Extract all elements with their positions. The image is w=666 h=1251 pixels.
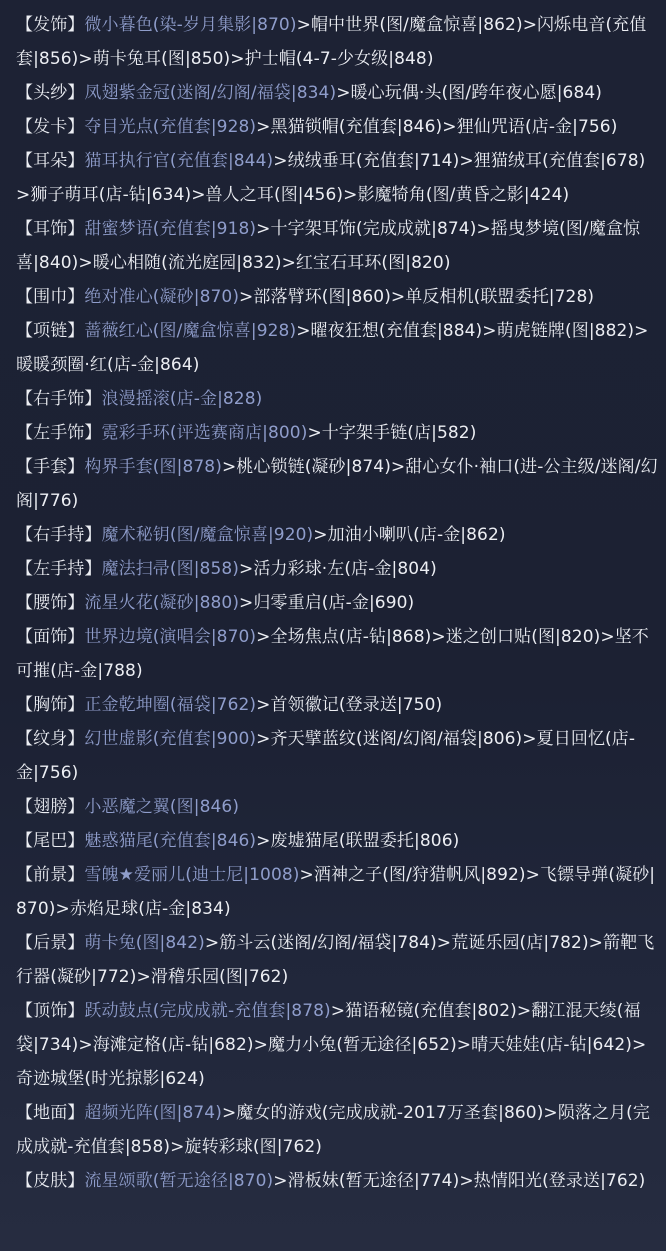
list-item	[16, 688, 658, 722]
alternative-items: >筋斗云(迷阁/幻阁/福袋|784)>荒诞乐园(店|782)>箭靶飞行器(凝砂|772)>滑稽乐园(图|762)	[16, 933, 655, 987]
slot-label: 【耳朵】	[16, 151, 85, 171]
slot-label: 【前景】	[16, 865, 85, 885]
top-item: 萌卡兔(图|842)	[84, 933, 205, 953]
top-item: 微小暮色(染-岁月集影|870)	[84, 15, 297, 35]
alternative-items: >归零重启(店-金|690)	[239, 593, 415, 613]
list-item	[16, 518, 658, 552]
list-item	[16, 926, 658, 994]
top-item: 夺目光点(充值套|928)	[84, 117, 257, 137]
list-item	[16, 552, 658, 586]
slot-label: 【腰饰】	[16, 593, 85, 613]
alternative-items: >加油小喇叭(店-金|862)	[313, 525, 506, 545]
top-item: 魅惑猫尾(充值套|846)	[84, 831, 257, 851]
list-item	[16, 144, 658, 212]
slot-label: 【后景】	[16, 933, 85, 953]
alternative-items: >滑板妹(暂无途径|774)>热情阳光(登录送|762)	[273, 1171, 646, 1191]
top-item: 霓彩手环(评选赛商店|800)	[101, 423, 308, 443]
alternative-items: >曜夜狂想(充值套|884)>萌虎链牌(图|882)>暖暖颈圈·红(店-金|864)	[16, 321, 649, 375]
slot-label: 【纹身】	[16, 729, 85, 749]
slot-label: 【右手持】	[16, 525, 102, 545]
alternative-items: >黑猫锁帽(充值套|846)>狸仙咒语(店-金|756)	[256, 117, 618, 137]
slot-label: 【地面】	[16, 1103, 85, 1123]
alternative-items: >帽中世界(图/魔盒惊喜|862)>闪烁电音(充值套|856)>萌卡兔耳(图|850)>护士帽(4-7-少女级|848)	[16, 15, 647, 69]
slot-label: 【发卡】	[16, 117, 85, 137]
list-item	[16, 8, 658, 76]
slot-label: 【发饰】	[16, 15, 85, 35]
slot-label: 【胸饰】	[16, 695, 85, 715]
alternative-items: >齐天擘蓝纹(迷阁/幻阁/福袋|806)>夏日回忆(店-金|756)	[16, 729, 636, 783]
top-item: 雪魄★爱丽儿(迪士尼|1008)	[84, 865, 300, 885]
slot-label: 【左手持】	[16, 559, 102, 579]
slot-label: 【面饰】	[16, 627, 85, 647]
alternative-items: >十字架手链(店|582)	[307, 423, 477, 443]
list-item	[16, 1096, 658, 1164]
top-item: 凤翅紫金冠(迷阁/幻阁/福袋|834)	[84, 83, 337, 103]
top-item: 流星颂歌(暂无途径|870)	[84, 1171, 274, 1191]
list-item	[16, 1164, 658, 1198]
alternative-items: >桃心锁链(凝砂|874)>甜心女仆·袖口(进-公主级/迷阁/幻阁|776)	[16, 457, 658, 511]
alternative-items: >绒绒垂耳(充值套|714)>狸猫绒耳(充值套|678)>狮子萌耳(店-钻|634)>兽人之耳(图|456)>影魔犄角(图/黄昏之影|424)	[16, 151, 646, 205]
top-item: 蔷薇红心(图/魔盒惊喜|928)	[84, 321, 297, 341]
alternative-items: >废墟猫尾(联盟委托|806)	[256, 831, 460, 851]
top-item: 魔法扫帚(图|858)	[101, 559, 240, 579]
top-item: 超频光阵(图|874)	[84, 1103, 222, 1123]
list-item	[16, 824, 658, 858]
slot-label: 【右手饰】	[16, 389, 102, 409]
alternative-items: >全场焦点(店-钻|868)>迷之创口贴(图|820)>坚不可摧(店-金|788)	[16, 627, 649, 681]
top-item: 绝对准心(凝砂|870)	[84, 287, 240, 307]
alternative-items: >部落臂环(图|860)>单反相机(联盟委托|728)	[239, 287, 595, 307]
top-item: 小恶魔之翼(图|846)	[84, 797, 240, 817]
top-item: 正金乾坤圈(福袋|762)	[84, 695, 257, 715]
top-item: 幻世虚影(充值套|900)	[84, 729, 257, 749]
list-item	[16, 76, 658, 110]
list-item	[16, 722, 658, 790]
item-list	[16, 8, 658, 1198]
list-item	[16, 450, 658, 518]
alternative-items: >十字架耳饰(完成成就|874)>摇曳梦境(图/魔盒惊喜|840)>暖心相随(流光庭园|832)>红宝石耳环(图|820)	[16, 219, 641, 273]
slot-label: 【头纱】	[16, 83, 85, 103]
top-item: 跃动鼓点(完成成就-充值套|878)	[84, 1001, 331, 1021]
slot-label: 【围巾】	[16, 287, 85, 307]
top-item: 世界边境(演唱会|870)	[84, 627, 257, 647]
top-item: 流星火花(凝砂|880)	[84, 593, 240, 613]
list-item	[16, 212, 658, 280]
alternative-items: >魔女的游戏(完成成就-2017万圣套|860)>陨落之月(完成成就-充值套|858)>旋转彩球(图|762)	[16, 1103, 651, 1157]
list-item	[16, 382, 658, 416]
list-item	[16, 314, 658, 382]
top-item: 浪漫摇滚(店-金|828)	[101, 389, 263, 409]
alternative-items: >暖心玩偶·头(图/跨年夜心愿|684)	[336, 83, 603, 103]
list-item	[16, 416, 658, 450]
alternative-items: >活力彩球·左(店-金|804)	[239, 559, 437, 579]
slot-label: 【翅膀】	[16, 797, 85, 817]
top-item: 猫耳执行官(充值套|844)	[84, 151, 274, 171]
top-item: 构界手套(图|878)	[84, 457, 222, 477]
alternative-items: >首领徽记(登录送|750)	[256, 695, 443, 715]
list-item	[16, 790, 658, 824]
list-item	[16, 858, 658, 926]
slot-label: 【耳饰】	[16, 219, 85, 239]
slot-label: 【左手饰】	[16, 423, 102, 443]
list-item	[16, 110, 658, 144]
slot-label: 【尾巴】	[16, 831, 85, 851]
slot-label: 【皮肤】	[16, 1171, 85, 1191]
list-item	[16, 620, 658, 688]
alternative-items: >酒神之子(图/狩猎帆风|892)>飞镖导弹(凝砂|870)>赤焰足球(店-金|834)	[16, 865, 656, 919]
top-item: 甜蜜梦语(充值套|918)	[84, 219, 257, 239]
list-item	[16, 586, 658, 620]
list-item	[16, 994, 658, 1096]
list-item	[16, 280, 658, 314]
slot-label: 【项链】	[16, 321, 85, 341]
slot-label: 【顶饰】	[16, 1001, 85, 1021]
slot-label: 【手套】	[16, 457, 85, 477]
top-item: 魔术秘钥(图/魔盒惊喜|920)	[101, 525, 314, 545]
alternative-items: >猫语秘镜(充值套|802)>翻江混天绫(福袋|734)>海滩定格(店-钻|682)>魔力小兔(暂无途径|652)>晴天娃娃(店-钻|642)>奇迹城堡(时光掠影|624)	[16, 1001, 647, 1089]
